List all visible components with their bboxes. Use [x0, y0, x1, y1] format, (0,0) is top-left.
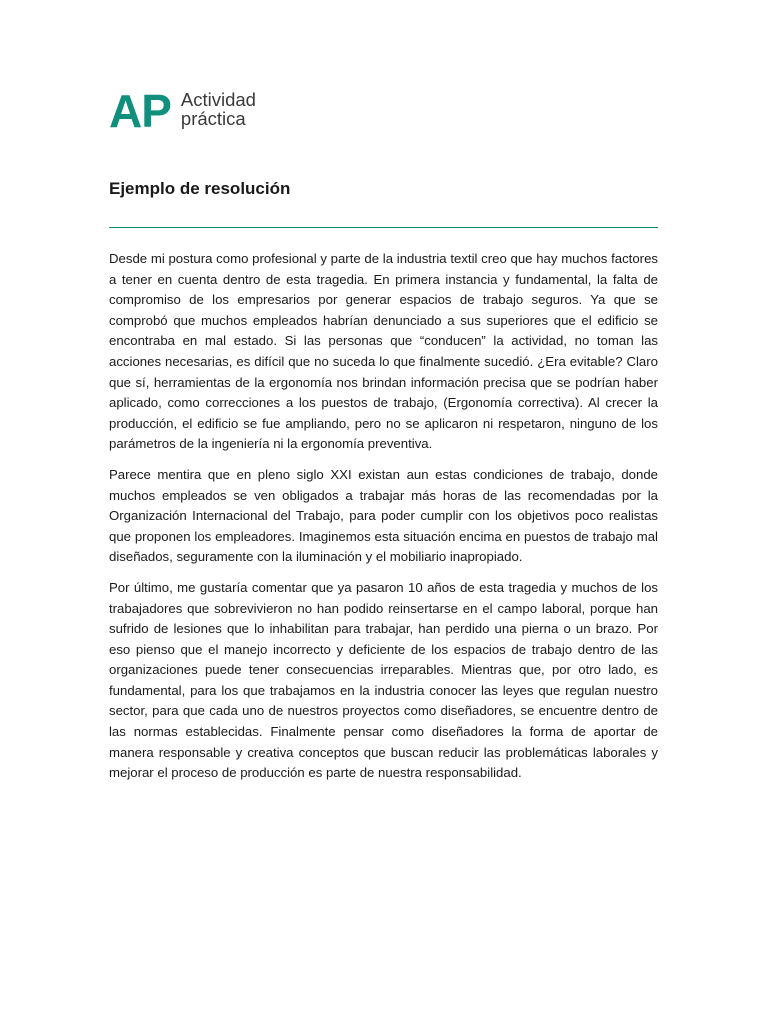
section-heading: Ejemplo de resolución — [109, 179, 291, 198]
paragraph-3: Por último, me gustaría comentar que ya pasaron 10 años de esta tragedia y muchos de los trabajadores que sobrevivieron no han podido reinsertarse en el campo laboral, porque han sufrido de lesiones que lo inhabilitan para trabajar, han perdido una pierna o un brazo. Por eso pienso que el manejo incorrecto y deficiente de los espacios de trabajo dentro de las organizaciones puede tener consecuencias irreparables. Mientras que, por otro lado, es fundamental, para los que trabajamos en la industria conocer las leyes que regulan nuestro sector, para que cada uno de nuestros proyectos como diseñadores, se encuentre dentro de las normas establecidas. Finalmente pensar como diseñadores la forma de aportar de manera responsable y creativa conceptos que buscan reducir las problemáticas laborales y mejorar el proceso de producción es parte de nuestra responsabilidad. — [109, 579, 658, 781]
logo-text — [181, 90, 256, 128]
paragraph-1: Desde mi postura como profesional y parte de la industria textil creo que hay muchos factores a tener en cuenta dentro de esta tragedia. En primera instancia y fundamental, la falta de compromiso de los empresarios por generar espacios de trabajo seguros. Ya que se comprobó que muchos empleados habrían denunciado a sus superiores que el edificio se encontraba en mal estado. Si las personas que “conducen” la actividad, no toman las acciones necesarias, es difícil que no suceda lo que finalmente sucedió. ¿Era evitable? Claro que sí, herramientas de la ergonomía nos brindan información precisa que se podrían haber aplicado, como correcciones a los puestos de trabajo, (Ergonomía correctiva). Al crecer la producción, el edificio se fue ampliando, pero no se aplicaron ni respetaron, ninguno de los parámetros de la ingeniería ni la ergonomía preventiva. — [109, 251, 658, 452]
logo-text-line1: Actividad — [180, 89, 256, 110]
logo-text-line2: práctica — [180, 108, 246, 129]
body-text — [109, 249, 658, 794]
actividad-practica-logo — [109, 85, 256, 137]
heading-divider — [109, 227, 658, 228]
logo-mark: AP — [109, 85, 171, 137]
paragraph-2: Parece mentira que en pleno siglo XXI existan aun estas condiciones de trabajo, donde muchos empleados se ven obligados a trabajar más horas de las recomendadas por la Organización Internacional del Trabajo, para poder cumplir con los objetivos poco realistas que proponen los empleadores. Imaginemos esta situación encima en puestos de trabajo mal diseñados, seguramente con la iluminación y el mobiliario inapropiado. — [109, 466, 658, 565]
